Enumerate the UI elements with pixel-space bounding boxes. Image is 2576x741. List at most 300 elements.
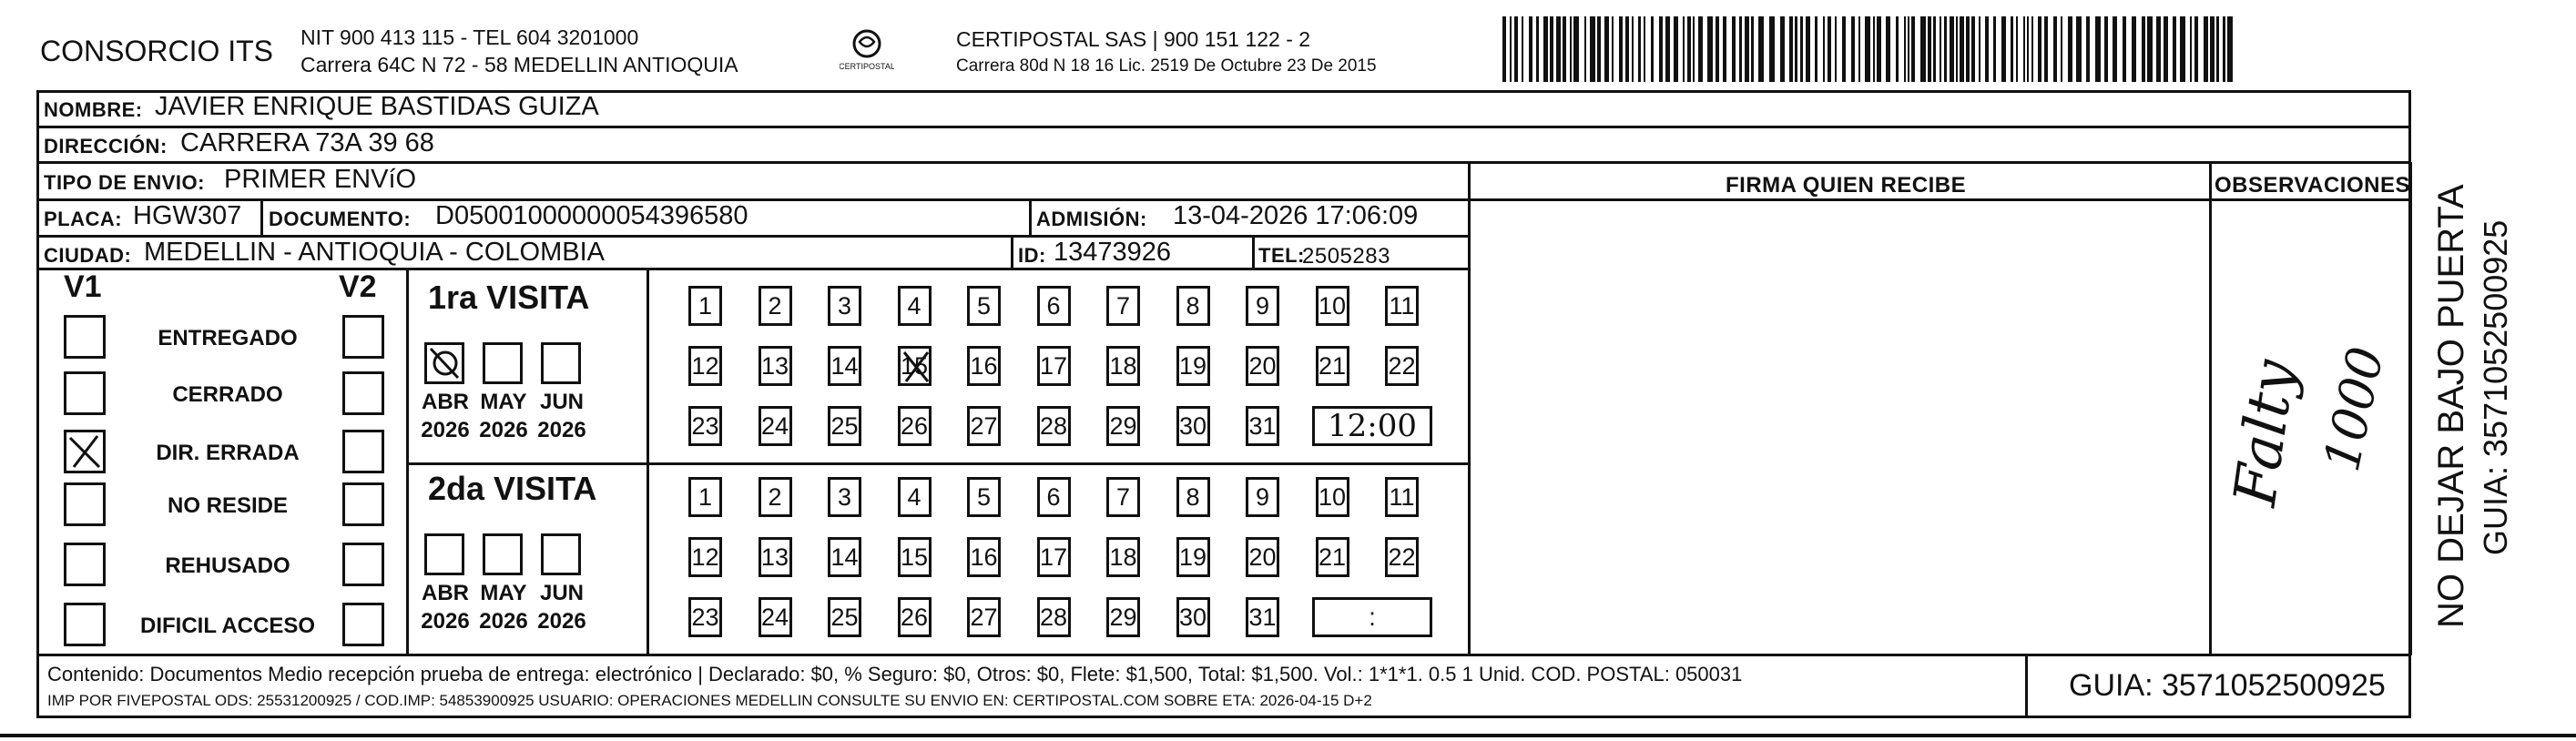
barcode-bar <box>1960 16 1964 82</box>
barcode-bar <box>1979 16 1980 82</box>
barcode-bar <box>1873 16 1875 82</box>
barcode-bar <box>1698 16 1703 82</box>
month-label <box>413 388 477 444</box>
ciudad-value: MEDELLIN - ANTIOQUIA - COLOMBIA <box>144 238 605 267</box>
barcode-bar <box>1928 16 1931 82</box>
day-checkbox[interactable] <box>1246 537 1279 577</box>
barcode-bar <box>1597 16 1601 82</box>
barcode-bar <box>1590 16 1595 82</box>
barcode-bar <box>2180 16 2185 82</box>
day-number: 6 <box>1046 482 1061 511</box>
barcode-bar <box>1745 16 1749 82</box>
footer-guia: GUIA: 3571052500925 <box>2069 668 2386 703</box>
barcode-bar <box>1993 16 1996 82</box>
barcode-bar <box>1502 16 1506 82</box>
barcode-bar <box>1563 16 1566 82</box>
nit-line: NIT 900 413 115 - TEL 604 3201000 <box>300 25 639 49</box>
month-checkbox[interactable] <box>424 342 464 384</box>
barcode-bar <box>1956 16 1958 82</box>
check-mark-icon <box>427 345 462 381</box>
status-label: NO RESIDE <box>167 493 289 518</box>
barcode-bar <box>2210 16 2215 82</box>
barcode-bar <box>2076 16 2082 82</box>
month-label <box>530 388 594 444</box>
v2-checkbox[interactable] <box>342 603 384 646</box>
barcode-bar <box>1800 16 1803 82</box>
barcode-bar <box>1789 16 1793 82</box>
barcode-bar <box>1940 16 1941 82</box>
day-checkbox[interactable] <box>898 597 932 637</box>
v2-checkbox[interactable] <box>342 371 384 415</box>
barcode-bar <box>2023 16 2025 82</box>
barcode-bar <box>1514 16 1518 82</box>
row-divider <box>36 268 1471 270</box>
day-number: 28 <box>1039 603 1068 631</box>
day-checkbox[interactable] <box>898 477 932 517</box>
v2-checkbox[interactable] <box>342 482 384 526</box>
barcode-bar <box>1896 16 1899 82</box>
month-year: 2026 <box>537 609 586 634</box>
day-number: 27 <box>970 411 998 440</box>
day-checkbox[interactable] <box>1385 346 1419 386</box>
status-label: DIR. ERRADA <box>156 441 300 465</box>
day-checkbox[interactable] <box>1106 597 1140 637</box>
v1-checkbox[interactable] <box>64 315 106 359</box>
barcode-bar <box>1536 16 1539 82</box>
day-number: 23 <box>691 411 719 440</box>
barcode-bar <box>1570 16 1572 82</box>
day-checkbox[interactable] <box>759 537 792 577</box>
barcode-bar <box>2147 16 2153 82</box>
barcode-bar <box>2227 16 2233 82</box>
month-checkbox[interactable] <box>483 342 523 384</box>
day-number: 8 <box>1186 291 1200 320</box>
day-number: 23 <box>691 603 719 631</box>
day-number: 22 <box>1388 351 1416 380</box>
barcode-bar <box>1828 16 1831 82</box>
direccion-value: CARRERA 73A 39 68 <box>180 128 434 157</box>
bottom-border <box>0 734 2576 737</box>
day-checkbox[interactable] <box>1385 537 1419 577</box>
carrier-line: CERTIPOSTAL SAS | 900 151 122 - 2 <box>956 27 1311 51</box>
barcode-bar <box>1758 16 1764 82</box>
day-checkbox[interactable] <box>898 406 932 446</box>
barcode-bar <box>2061 16 2062 82</box>
month-checkbox[interactable] <box>541 533 581 575</box>
barcode-bar <box>1904 16 1906 82</box>
col-divider <box>260 198 263 235</box>
barcode-bar <box>1877 16 1881 82</box>
day-checkbox[interactable] <box>1106 406 1140 446</box>
day-number: 18 <box>1109 543 1137 571</box>
row-divider <box>406 462 1470 465</box>
col-divider <box>647 269 649 655</box>
day-number: 7 <box>1115 291 1131 320</box>
side-guia: GUIA: 3571052500925 <box>2477 219 2514 555</box>
status-label: DIFICIL ACCESO <box>139 614 315 638</box>
day-checkbox[interactable] <box>1037 346 1071 386</box>
tipo-envio-value: PRIMER ENVíO <box>224 165 417 194</box>
nombre-value: JAVIER ENRIQUE BASTIDAS GUIZA <box>155 92 599 121</box>
day-number: 9 <box>1255 291 1270 320</box>
day-checkbox[interactable] <box>1176 346 1210 386</box>
day-checkbox[interactable] <box>1037 286 1071 326</box>
admision-label: ADMISIÓN: <box>1036 208 1147 230</box>
day-number: 26 <box>900 603 929 631</box>
nombre-label: NOMBRE: <box>44 98 143 121</box>
day-number: 15 <box>900 543 929 571</box>
day-number: 10 <box>1318 291 1347 320</box>
day-number: 19 <box>1178 543 1207 571</box>
col-divider <box>1011 235 1013 269</box>
barcode-bar <box>1966 16 1970 82</box>
day-number: 19 <box>1178 351 1207 380</box>
barcode-bar <box>1644 16 1645 82</box>
day-checkbox[interactable] <box>898 346 932 386</box>
barcode-bar <box>2164 16 2168 82</box>
barcode-bar <box>1865 16 1870 82</box>
check-mark-icon <box>66 432 103 471</box>
day-number: 29 <box>1109 411 1137 440</box>
month-year: 2026 <box>421 418 470 442</box>
day-number: 11 <box>1389 482 1415 511</box>
day-number: 24 <box>760 411 789 440</box>
barcode-bar <box>2086 16 2090 82</box>
col-divider <box>1252 235 1255 269</box>
day-number: 31 <box>1248 411 1277 440</box>
time-field[interactable] <box>1312 597 1432 637</box>
barcode-bar <box>2011 16 2013 82</box>
day-checkbox[interactable] <box>1385 286 1419 326</box>
barcode-bar <box>1739 16 1742 82</box>
col-divider <box>2209 162 2212 655</box>
time-value: : <box>1369 603 1376 631</box>
barcode-bar <box>1723 16 1726 82</box>
observaciones-header: OBSERVACIONES <box>2215 173 2410 198</box>
day-checkbox[interactable] <box>1037 406 1071 446</box>
header <box>0 0 2576 91</box>
day-checkbox[interactable] <box>759 346 792 386</box>
barcode-bar <box>2173 16 2176 82</box>
day-checkbox[interactable] <box>1316 346 1349 386</box>
day-number: 9 <box>1255 482 1270 511</box>
barcode-bar <box>2031 16 2033 82</box>
barcode-bar <box>2068 16 2072 82</box>
company-name: CONSORCIO ITS <box>40 35 274 67</box>
barcode-bar <box>2132 16 2136 82</box>
col-divider <box>2025 654 2028 717</box>
barcode-bar <box>1683 16 1685 82</box>
barcode-bar <box>1687 16 1691 82</box>
day-checkbox[interactable] <box>828 597 861 637</box>
carrier-license: Carrera 80d N 18 16 Lic. 2519 De Octubre 23 De 2015 <box>956 56 1377 76</box>
day-checkbox[interactable] <box>1316 286 1349 326</box>
placa-label: PLACA: <box>44 208 123 230</box>
observation-handwriting: 1000 <box>2313 341 2396 477</box>
day-number: 12 <box>691 543 719 571</box>
v2-checkbox[interactable] <box>342 430 384 473</box>
day-number: 5 <box>976 291 992 320</box>
barcode-bar <box>2113 16 2117 82</box>
barcode-bar <box>1944 16 1947 82</box>
day-checkbox[interactable] <box>898 537 932 577</box>
month-name: MAY <box>480 581 527 605</box>
col-divider <box>406 269 409 655</box>
day-number: 2 <box>768 291 782 320</box>
day-checkbox[interactable] <box>898 286 932 326</box>
tel-label: TEL: <box>1258 244 1305 267</box>
day-checkbox[interactable] <box>688 346 722 386</box>
day-checkbox[interactable] <box>967 597 1001 637</box>
barcode-bar <box>1971 16 1975 82</box>
footer-imp: IMP POR FIVEPOSTAL ODS: 25531200925 / COD.IMP: 54853900925 USUARIO: OPERACIONES MEDELLIN CONSULTE SU ENVIO EN: CERTIPOSTAL.COM SOBRE ETA: 2026-04-15 D+2 <box>47 692 1372 709</box>
barcode-bar <box>1751 16 1754 82</box>
barcode-bar <box>1908 16 1909 82</box>
barcode-bar <box>1707 16 1713 82</box>
day-checkbox[interactable] <box>967 286 1001 326</box>
day-checkbox[interactable] <box>759 286 792 326</box>
certipostal-logo-icon <box>840 24 894 78</box>
barcode-bar <box>1510 16 1512 82</box>
day-number: 13 <box>760 543 789 571</box>
barcode-bar <box>1584 16 1586 82</box>
day-checkbox[interactable] <box>1246 286 1279 326</box>
barcode-bar <box>1612 16 1614 82</box>
barcode-bar <box>1950 16 1954 82</box>
barcode-bar <box>1823 16 1825 82</box>
company-address: Carrera 64C N 72 - 58 MEDELLIN ANTIOQUIA <box>300 53 738 76</box>
day-checkbox[interactable] <box>1176 537 1210 577</box>
day-number: 25 <box>830 603 859 631</box>
day-number: 5 <box>976 482 992 511</box>
barcode-bar <box>1842 16 1846 82</box>
admision-value: 13-04-2026 17:06:09 <box>1173 201 1419 230</box>
day-checkbox[interactable] <box>688 477 722 517</box>
v1-checkbox[interactable] <box>64 603 106 646</box>
day-checkbox[interactable] <box>828 477 861 517</box>
id-label: ID: <box>1018 244 1046 267</box>
day-checkbox[interactable] <box>1176 477 1210 517</box>
barcode-bar <box>1543 16 1548 82</box>
day-number: 17 <box>1039 351 1068 380</box>
barcode-bar <box>2104 16 2108 82</box>
day-number: 6 <box>1046 291 1061 320</box>
day-checkbox[interactable] <box>1037 477 1071 517</box>
day-checkbox[interactable] <box>1176 597 1210 637</box>
svg-text:CERTIPOSTAL: CERTIPOSTAL <box>840 62 894 71</box>
month-checkbox[interactable] <box>541 342 581 384</box>
barcode-bar <box>1522 16 1523 82</box>
barcode-bar <box>2194 16 2198 82</box>
day-checkbox[interactable] <box>688 537 722 577</box>
visit-1-title: 1ra VISITA <box>428 279 590 316</box>
day-checkbox[interactable] <box>967 537 1001 577</box>
month-name: JUN <box>539 581 584 605</box>
barcode-bar <box>1716 16 1719 82</box>
barcode-bar <box>1985 16 1989 82</box>
month-label <box>413 579 477 635</box>
month-label <box>530 579 594 635</box>
month-label <box>472 388 535 444</box>
month-name: ABR <box>422 390 469 414</box>
day-checkbox[interactable] <box>1246 597 1279 637</box>
time-field[interactable] <box>1312 406 1432 446</box>
day-checkbox[interactable] <box>828 286 861 326</box>
barcode-bar <box>1632 16 1634 82</box>
month-year: 2026 <box>479 609 528 634</box>
barcode-bar <box>1529 16 1532 82</box>
day-checkbox[interactable] <box>1176 286 1210 326</box>
barcode-bar <box>1851 16 1855 82</box>
day-number: 21 <box>1318 351 1347 380</box>
row-divider <box>36 654 2411 656</box>
col-divider <box>1468 162 1471 655</box>
barcode-bar <box>1795 16 1797 82</box>
barcode-bar <box>1659 16 1663 82</box>
day-number: 2 <box>768 482 782 511</box>
barcode-bar <box>1835 16 1837 82</box>
barcode-bar <box>1920 16 1926 82</box>
day-checkbox[interactable] <box>1316 537 1349 577</box>
barcode <box>1502 13 2240 86</box>
day-checkbox[interactable] <box>688 597 722 637</box>
month-name: MAY <box>480 390 527 414</box>
day-checkbox[interactable] <box>688 286 722 326</box>
day-checkbox[interactable] <box>1037 597 1071 637</box>
day-number: 25 <box>830 411 859 440</box>
barcode-bar <box>1573 16 1579 82</box>
day-number: 20 <box>1248 351 1277 380</box>
visit-2-title: 2da VISITA <box>428 470 597 507</box>
barcode-bar <box>1806 16 1810 82</box>
id-value: 13473926 <box>1054 238 1172 267</box>
barcode-bar <box>1604 16 1609 82</box>
barcode-bar <box>1693 16 1695 82</box>
v1-checkbox[interactable] <box>64 430 106 473</box>
day-number: 18 <box>1109 351 1137 380</box>
day-checkbox[interactable] <box>1246 346 1279 386</box>
day-number: 4 <box>907 291 921 320</box>
day-number: 16 <box>970 543 998 571</box>
month-checkbox[interactable] <box>483 533 523 575</box>
day-checkbox[interactable] <box>1246 406 1279 446</box>
barcode-bar <box>1769 16 1775 82</box>
day-checkbox[interactable] <box>1106 537 1140 577</box>
day-checkbox[interactable] <box>1385 477 1419 517</box>
day-number: 10 <box>1318 482 1347 511</box>
barcode-bar <box>1619 16 1623 82</box>
barcode-bar <box>1556 16 1561 82</box>
barcode-bar <box>2223 16 2225 82</box>
v1-checkbox[interactable] <box>64 543 106 586</box>
barcode-bar <box>2095 16 2101 82</box>
day-number: 3 <box>837 482 852 511</box>
tipo-envio-label: TIPO DE ENVIO: <box>44 171 205 194</box>
cross-mark-icon <box>901 349 932 385</box>
day-checkbox[interactable] <box>967 346 1001 386</box>
month-year: 2026 <box>421 609 470 634</box>
barcode-bar <box>2016 16 2018 82</box>
v1-checkbox[interactable] <box>64 482 106 526</box>
day-checkbox[interactable] <box>759 477 792 517</box>
day-number: 29 <box>1109 603 1137 631</box>
day-number: 7 <box>1115 482 1131 511</box>
barcode-bar <box>2053 16 2057 82</box>
day-number: 26 <box>900 411 929 440</box>
day-number: 16 <box>970 351 998 380</box>
documento-value: D05001000000054396580 <box>435 201 748 230</box>
day-checkbox[interactable] <box>967 477 1001 517</box>
day-checkbox[interactable] <box>1106 346 1140 386</box>
placa-value: HGW307 <box>133 201 242 230</box>
month-year: 2026 <box>537 418 586 442</box>
barcode-bar <box>1638 16 1641 82</box>
day-checkbox[interactable] <box>1246 477 1279 517</box>
day-checkbox[interactable] <box>828 537 861 577</box>
status-label: REHUSADO <box>165 553 290 578</box>
day-checkbox[interactable] <box>1316 477 1349 517</box>
day-number: 12 <box>691 351 719 380</box>
day-number: 21 <box>1318 543 1347 571</box>
barcode-bar <box>2142 16 2145 82</box>
barcode-bar <box>1933 16 1936 82</box>
barcode-bar <box>2156 16 2161 82</box>
day-number: 1 <box>697 291 713 320</box>
col-divider <box>2409 162 2412 655</box>
day-number: 20 <box>1248 543 1277 571</box>
barcode-bar <box>2204 16 2208 82</box>
col-divider <box>1029 198 1032 235</box>
day-number: 30 <box>1178 411 1207 440</box>
day-number: 3 <box>837 291 852 320</box>
day-checkbox[interactable] <box>828 406 861 446</box>
barcode-bar <box>2027 16 2029 82</box>
day-number: 27 <box>970 603 998 631</box>
v1-header: V1 <box>64 269 102 304</box>
observation-handwriting: Falty <box>2222 356 2309 511</box>
barcode-bar <box>2038 16 2041 82</box>
barcode-bar <box>1886 16 1890 82</box>
day-checkbox[interactable] <box>828 346 861 386</box>
day-number: 17 <box>1039 543 1068 571</box>
month-name: ABR <box>422 581 469 605</box>
month-year: 2026 <box>479 418 528 442</box>
day-checkbox[interactable] <box>1106 477 1140 517</box>
day-checkbox[interactable] <box>1037 537 1071 577</box>
day-checkbox[interactable] <box>759 597 792 637</box>
day-checkbox[interactable] <box>967 406 1001 446</box>
day-number: 15 <box>900 351 929 380</box>
month-name: JUN <box>539 390 584 414</box>
barcode-bar <box>2123 16 2126 82</box>
day-number: 11 <box>1389 291 1415 320</box>
barcode-bar <box>1625 16 1629 82</box>
day-number: 8 <box>1186 482 1200 511</box>
day-number: 13 <box>760 351 789 380</box>
v2-checkbox[interactable] <box>342 315 384 359</box>
day-checkbox[interactable] <box>688 406 722 446</box>
day-checkbox[interactable] <box>1176 406 1210 446</box>
barcode-bar <box>1651 16 1654 82</box>
day-checkbox[interactable] <box>759 406 792 446</box>
v2-checkbox[interactable] <box>342 543 384 586</box>
month-checkbox[interactable] <box>424 533 464 575</box>
barcode-bar <box>2001 16 2006 82</box>
barcode-bar <box>2190 16 2192 82</box>
v1-checkbox[interactable] <box>64 371 106 415</box>
day-checkbox[interactable] <box>1106 286 1140 326</box>
barcode-bar <box>1911 16 1915 82</box>
